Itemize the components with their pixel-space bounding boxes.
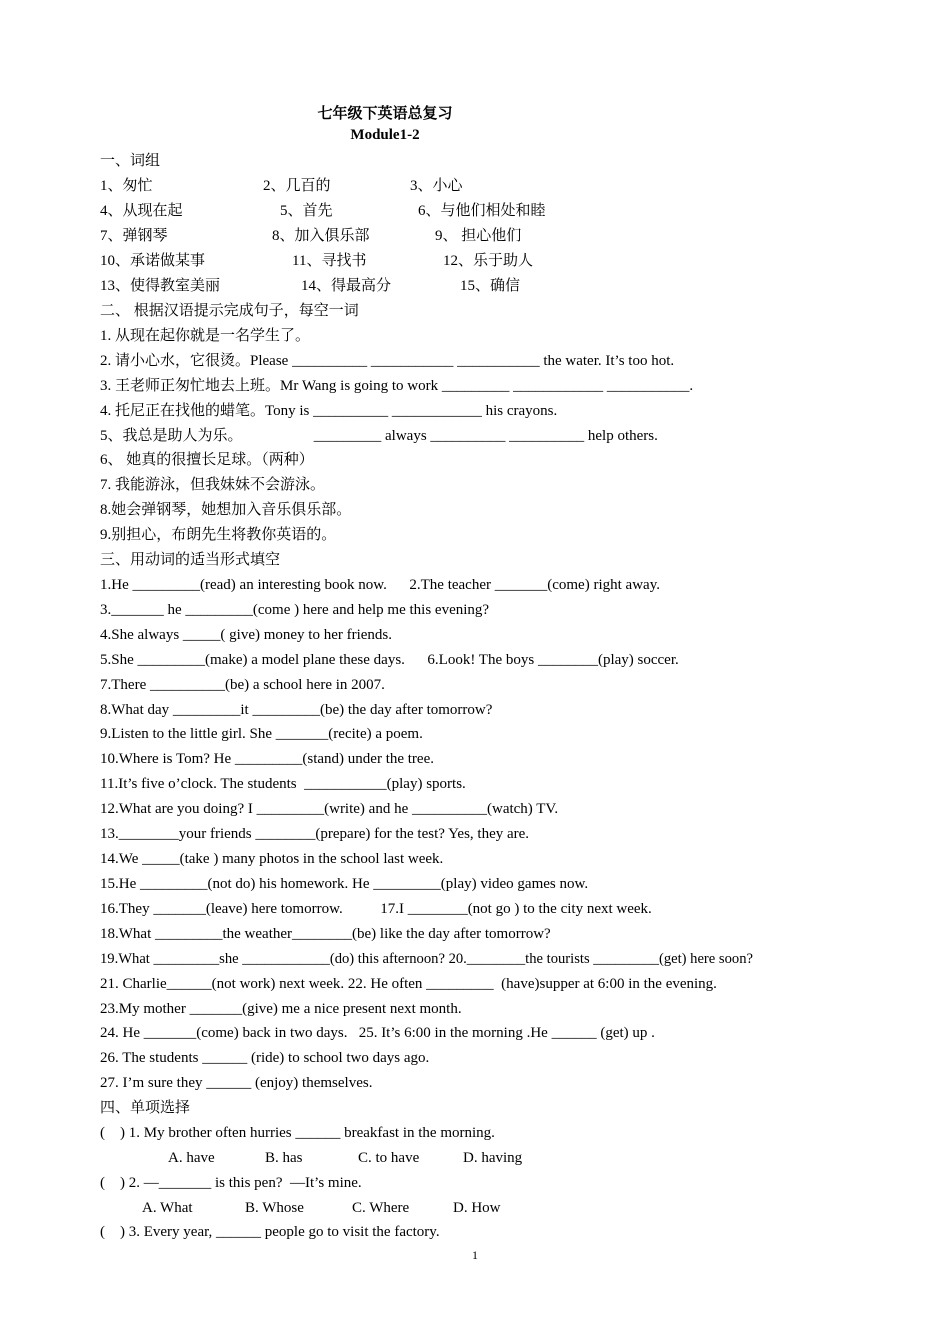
phrase-item: 1、匆忙 <box>100 178 153 194</box>
verb-item: 14.We _____(take ) many photos in the school last week. <box>100 851 444 867</box>
answer-option: A. have <box>168 1150 215 1166</box>
phrase-item: 9、 担心他们 <box>435 228 522 244</box>
verb-item: 3._______ he _________(come ) here and help me this evening? <box>100 602 490 618</box>
verb-item: 24. He _______(come) back in two days. 25. It’s 6:00 in the morning .He ______ (get) up . <box>100 1025 655 1041</box>
section-heading: 二、 根据汉语提示完成句子，每空一词 <box>100 303 359 319</box>
answer-option: A. What <box>142 1200 193 1216</box>
translation-item: 3. 王老师正匆忙地去上班。Mr Wang is going to work _________ ____________ ___________. <box>100 378 694 394</box>
verb-item: 11.It’s five o’clock. The students ___________(play) sports. <box>100 776 466 792</box>
answer-option: B. has <box>265 1150 303 1166</box>
translation-item: 8.她会弹钢琴，她想加入音乐俱乐部。 <box>100 502 352 518</box>
verb-item: 13.________your friends ________(prepare) for the test? Yes, they are. <box>100 826 530 842</box>
phrase-item: 11、寻找书 <box>292 253 367 269</box>
verb-item: 18.What _________the weather________(be) like the day after tomorrow? <box>100 926 551 942</box>
translation-item: 7. 我能游泳，但我妹妹不会游泳。 <box>100 477 326 493</box>
translation-item: 6、 她真的很擅长足球。（两种） <box>100 452 314 468</box>
verb-item: 16.They _______(leave) here tomorrow. 17.I ________(not go ) to the city next week. <box>100 901 652 917</box>
question-stem: ( ) 2. —_______ is this pen? —It’s mine. <box>100 1175 362 1191</box>
phrase-item: 6、与他们相处和睦 <box>418 203 546 219</box>
phrase-item: 7、弹钢琴 <box>100 228 168 244</box>
verb-item: 10.Where is Tom? He _________(stand) under the tree. <box>100 751 434 767</box>
verb-item: 26. The students ______ (ride) to school two days ago. <box>100 1050 430 1066</box>
verb-item: 23.My mother _______(give) me a nice present next month. <box>100 1001 462 1017</box>
page-number: 1 <box>472 1248 478 1262</box>
answer-option: D. having <box>463 1150 523 1166</box>
section-heading: 四、单项选择 <box>100 1100 191 1116</box>
verb-item: 9.Listen to the little girl. She _______(recite) a poem. <box>100 726 423 742</box>
phrase-item: 10、承诺做某事 <box>100 253 206 269</box>
page-title: 七年级下英语总复习 <box>317 106 453 122</box>
phrase-item: 3、小心 <box>410 178 463 194</box>
translation-item: 2. 请小心水，它很烫。Please __________ ___________ ___________ the water. It’s too hot. <box>100 353 675 369</box>
verb-item: 8.What day _________it _________(be) the day after tomorrow? <box>100 702 493 718</box>
phrase-item: 14、得最高分 <box>301 278 392 294</box>
phrase-item: 15、确信 <box>460 278 521 294</box>
verb-item: 21. Charlie______(not work) next week. 22. He often _________ (have)supper at 6:00 in the evening. <box>100 976 717 992</box>
phrase-item: 8、加入俱乐部 <box>272 228 370 244</box>
verb-item: 5.She _________(make) a model plane these days. 6.Look! The boys ________(play) soccer. <box>100 652 679 668</box>
translation-item: 4. 托尼正在找他的蜡笔。Tony is __________ ____________ his crayons. <box>100 403 558 419</box>
question-stem: ( ) 1. My brother often hurries ______ breakfast in the morning. <box>100 1125 495 1141</box>
translation-item: 9.别担心，布朗先生将教你英语的。 <box>100 527 337 543</box>
verb-item: 4.She always _____( give) money to her friends. <box>100 627 393 643</box>
verb-item: 27. I’m sure they ______ (enjoy) themselves. <box>100 1075 373 1091</box>
verb-item: 1.He _________(read) an interesting book now. 2.The teacher _______(come) right away. <box>100 577 660 593</box>
answer-option: C. to have <box>358 1150 420 1166</box>
phrase-item: 4、从现在起 <box>100 203 183 219</box>
section-heading: 三、用动词的适当形式填空 <box>100 552 281 568</box>
verb-item: 19.What _________she ____________(do) this afternoon? 20.________the tourists _________(get) here soon? <box>100 951 753 967</box>
verb-item: 15.He _________(not do) his homework. He _________(play) video games now. <box>100 876 589 892</box>
question-stem: ( ) 3. Every year, ______ people go to visit the factory. <box>100 1224 440 1240</box>
answer-option: B. Whose <box>245 1200 304 1216</box>
translation-item: 1. 从现在起你就是一名学生了。 <box>100 328 311 344</box>
verb-item: 7.There __________(be) a school here in 2007. <box>100 677 385 693</box>
verb-item: 12.What are you doing? I _________(write) and he __________(watch) TV. <box>100 801 559 817</box>
answer-option: C. Where <box>352 1200 410 1216</box>
phrase-item: 5、首先 <box>280 203 333 219</box>
answer-option: D. How <box>453 1200 501 1216</box>
page-subtitle: Module1-2 <box>350 127 420 143</box>
phrase-item: 2、几百的 <box>263 178 331 194</box>
section-heading: 一、词组 <box>100 153 161 169</box>
phrase-item: 13、使得教室美丽 <box>100 278 221 294</box>
phrase-item: 12、乐于助人 <box>443 253 534 269</box>
translation-item: 5、我总是助人为乐。 _________ always __________ __________ help others. <box>100 428 658 444</box>
